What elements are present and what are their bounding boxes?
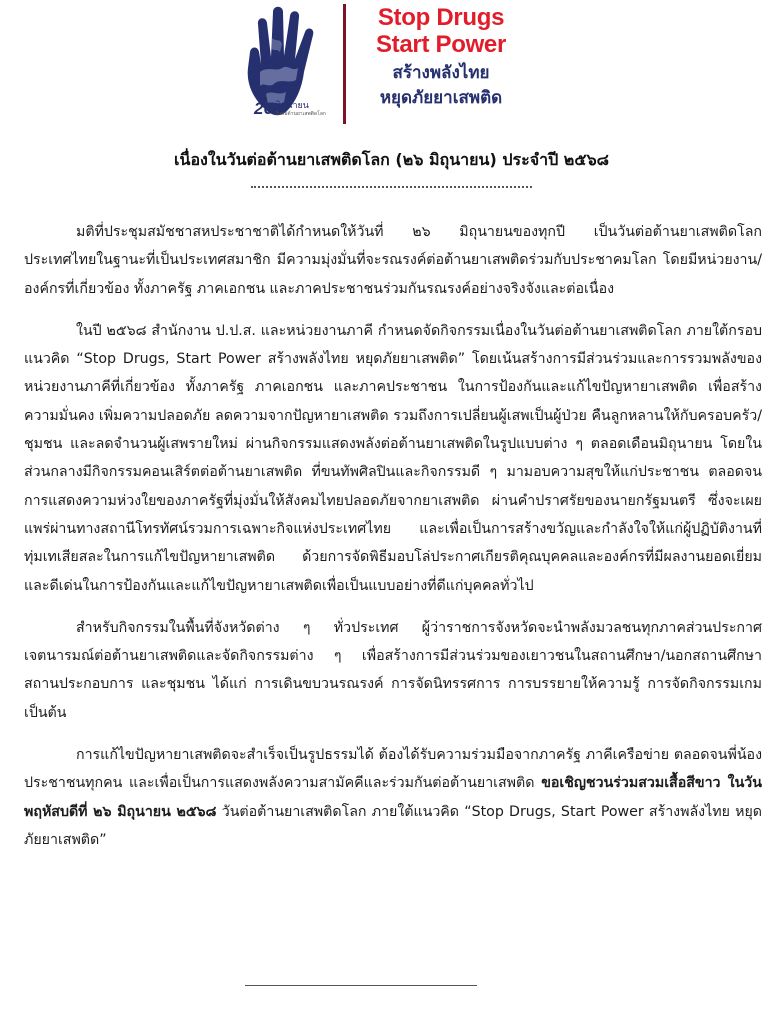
brand-en-line2: Start Power xyxy=(375,31,507,58)
brand-th-line1: สร้างพลังไทย xyxy=(392,63,490,83)
header-divider xyxy=(343,4,346,124)
bottom-separator xyxy=(245,985,477,986)
brand-th-line2: หยุดภัยยาเสพติด xyxy=(379,88,503,108)
paragraph-1: มติที่ประชุมสมัชชาสหประชาชาติได้กำหนดให้วันที่ ๒๖ มิถุนายนของทุกปี เป็นวันต่อต้านยาเสพติดโลก ประเทศไทยในฐานะที่เป็นประเทศสมาชิก มีความมุ่งมั่นที่จะรณรงค์ต่อต้านยาเสพติดร่วมกับประชาคมโลก โดยมีหน่วยงาน/องค์กรที่เกี่ยวข้อง ทั้งภาครัฐ ภาคเอกชน และภาคประชาชนร่วมกันรณรงค์อย่างจริงจังและต่อเนื่อง xyxy=(24,224,762,297)
brand-en-line1: Stop Drugs xyxy=(377,4,505,31)
campaign-brand xyxy=(356,4,526,111)
white-shirt-invitation: ขอเชิญชวนร่วมสวมเสื้อสีขาว ในวันพฤหัสบดีที่ ๒๖ มิถุนายน ๒๕๖๘ xyxy=(24,775,762,820)
paragraph-4-start: การแก้ไขปัญหายาเสพติดจะสำเร็จเป็นรูปธรรมได้ ต้องได้รับความร่วมมือจากภาครัฐ ภาคีเครือข่าย ตลอดจนพี่น้องประชาชนทุกคน และเพื่อเป็นการแสดงพลังความสามัคคีและร่วมกันต่อต้านยาเสพติด xyxy=(24,747,762,792)
paragraph-3: สำหรับกิจกรรมในพื้นที่จังหวัดต่าง ๆ ทั่วประเทศ ผู้ว่าราชการจังหวัดจะนำพลังมวลชนทุกภาคส่วนประกาศเจตนารมณ์ต่อต้านยาเสพติดและจัดกิจกรรมต่าง ๆ เพื่อสร้างการมีส่วนร่วมของเยาวชนในสถานศึกษา/นอกสถานศึกษา สถานประกอบการ และชุมชน ได้แก่ การเดินขบวนรณรงค์ การจัดนิทรรศการ การบรรยายให้ความรู้ การจัดกิจกรรมเกม เป็นต้น xyxy=(24,619,762,721)
day-number: 26 xyxy=(254,99,273,118)
paragraph-4-end: วันต่อต้านยาเสพติดโลก ภายใต้แนวคิด “Stop Drugs, Start Power สร้างพลังไทย หยุดภัยยาเสพติด” xyxy=(24,803,762,848)
paragraph-4 xyxy=(24,741,762,854)
title-separator xyxy=(251,186,532,188)
document-title: เนื่องในวันต่อต้านยาเสพติดโลก (๒๖ มิถุนายน) ประจำปี ๒๕๖๘ xyxy=(174,150,609,169)
day-caption: วันต่อต้านยาเสพติดโลก xyxy=(274,111,326,117)
header-banner xyxy=(0,0,783,135)
day-month: มิถุนายน xyxy=(274,101,309,111)
june-26-badge xyxy=(254,100,326,117)
document-body xyxy=(24,218,762,868)
paragraph-2: ในปี ๒๕๖๘ สำนักงาน ป.ป.ส. และหน่วยงานภาคี กำหนดจัดกิจกรรมเนื่องในวันต่อต้านยาเสพติดโลก ภายใต้กรอบแนวคิด “Stop Drugs, Start Power สร้างพลังไทย หยุดภัยยาเสพติด” โดยเน้นสร้างการมีส่วนร่วมและการรวมพลังของหน่วยงานภาคีที่เกี่ยวข้อง ทั้งภาครัฐ ภาคเอกชน และภาคประชาชน ในการป้องกันและแก้ไขปัญหายาเสพติด เพื่อสร้างความมั่นคง เพิ่มความปลอดภัย ลดความจากปัญหายาเสพติด รวมถึงการเปลี่ยนผู้เสพเป็นผู้ป่วย คืนลูกหลานให้กับครอบครัว/ชุมชน และลดจำนวนผู้เสพรายใหม่ ผ่านกิจกรรมแสดงพลังต่อต้านยาเสพติดในรูปแบบต่าง ๆ ตลอดเดือนมิถุนายน โดยในส่วนกลางมีกิจกรรมคอนเสิร์ตต่อต้านยาเสพติด ที่ขนทัพศิลปินและกิจกรรมดี ๆ มามอบความสุขให้แก่ประชาชน ตลอดจนการแสดงความห่วงใยของภาครัฐที่มุ่งมั่นให้สังคมไทยปลอดภัยจากยาเสพติด ผ่านคำปราศรัยของนายกรัฐมนตรี ซึ่งจะเผยแพร่ผ่านทางสถานีโทรทัศน์รวมการเฉพาะกิจแห่งประเทศไทย และเพื่อเป็นการสร้างขวัญและกำลังใจให้แก่ผู้ปฏิบัติงานที่ทุ่มเทเสียสละในการแก้ไขปัญหายาเสพติด ด้วยการจัดพิธีมอบโล่ประกาศเกียรติคุณบุคคลและองค์กรที่มีผลงานยอดเยี่ยมและดีเด่นในการป้องกันและแก้ไขปัญหายาเสพติดเพื่อเป็นแบบอย่างที่ดีแก่บุคคลทั่วไป xyxy=(24,322,762,594)
